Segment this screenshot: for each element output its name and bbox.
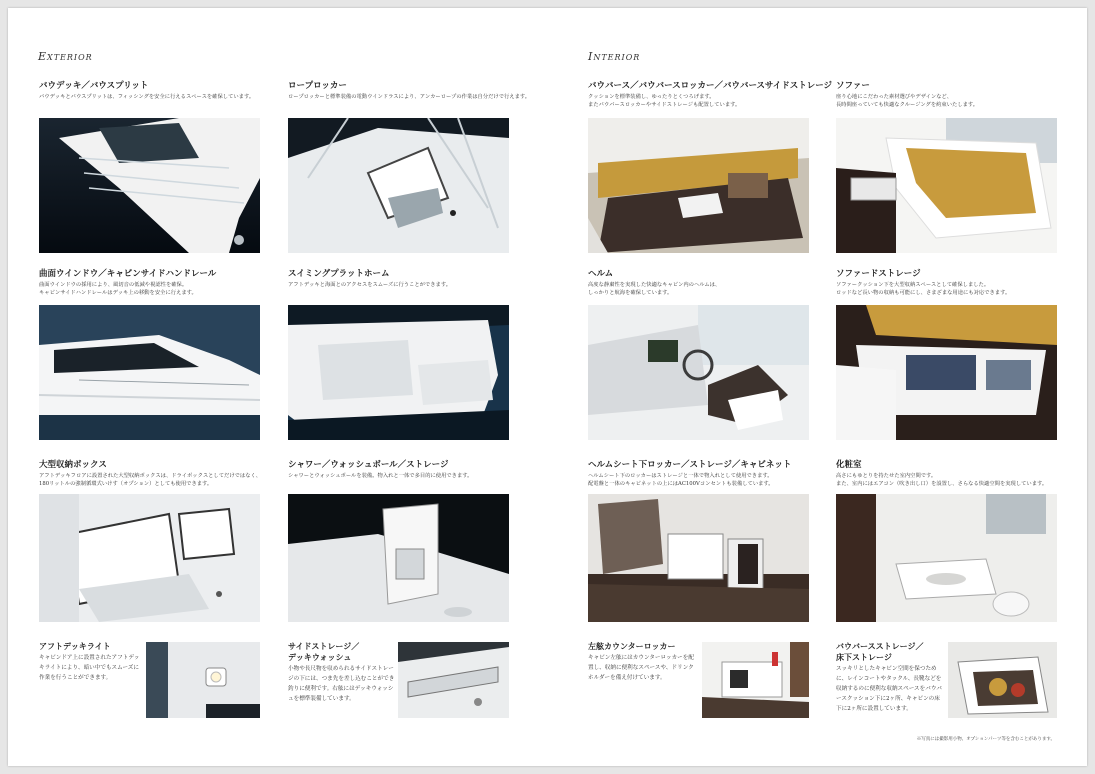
photo-underfloor-storage — [948, 642, 1057, 718]
feature-description: 高度な静粛性を実現した快適なキャビン内のヘルムは、 しっかりと航海を確保しています。 — [588, 282, 721, 296]
footnote: ※写真には撮影用小物、オプションパーツ等を含むことがあります。 — [916, 737, 1055, 742]
photo-large-storage-box — [39, 494, 260, 622]
brochure-spread — [8, 8, 1087, 766]
feature-sofa — [836, 81, 978, 109]
feature-title: シャワー／ウォッシュボール／ストレージ — [288, 460, 449, 470]
photo-bow-berth — [588, 118, 809, 253]
feature-curved-window — [39, 269, 216, 297]
photo-sofa-storage — [836, 305, 1057, 440]
feature-title: アフトデッキライト — [39, 641, 111, 651]
interior-heading: Interior — [588, 50, 641, 63]
feature-description: スッキリとしたキャビン空間を保つために、レインコートやタックル、長靴などを収納するのに便利な収納スペースをバウバースクッション下に2ヶ所、キャビンの床下に2ヶ所に設置しています。 — [836, 666, 943, 712]
photo-washroom — [836, 494, 1057, 622]
feature-title: 左舷カウンターロッカー — [588, 641, 676, 651]
feature-description: バウデッキとバウスプリットは、フィッシングを安全に行えるスペースを確保しています。 — [39, 94, 255, 100]
photo-aft-deck-light — [146, 642, 260, 718]
photo-counter-locker — [702, 642, 809, 718]
feature-description: ソファークッション下を大型収納スペースとして確保しました。 ロッドなど長い物の収納も可能にし、さまざまな用途にも対応できます。 — [836, 282, 1011, 296]
feature-large-storage-box — [39, 460, 261, 488]
feature-description: キャビンドア上に設置されたアフトデッキライトにより、暗い中でもスムーズに作業を行うことができます。 — [39, 655, 140, 681]
exterior-heading: Exterior — [38, 50, 93, 63]
feature-title: ヘルムシート下ロッカー／ストレージ／キャビネット — [588, 460, 792, 470]
photo-rope-locker — [288, 118, 509, 253]
feature-rope-locker — [288, 81, 530, 101]
feature-description: シャワーとウォッシュボールを装備。物入れと一体で多目的に使用できます。 — [288, 473, 473, 479]
feature-underfloor-storage — [836, 641, 944, 714]
feature-title: バウバース／バウバースロッカー／バウバースサイドストレージ — [588, 81, 833, 91]
feature-description: ロープロッカーと標準装備の電動ウインドラスにより、アンカーロープの作業は自分だけで行えます。 — [288, 94, 531, 100]
feature-description: 小物や長尺物を収められるサイドストレージの下には、つま先を差し込むことができ釣りに便利です。右舷にはデッキウォッシュを標準装備しています。 — [288, 666, 395, 702]
feature-swim-platform — [288, 269, 451, 289]
feature-title: 曲面ウインドウ／キャビンサイドハンドレール — [39, 269, 217, 279]
feature-counter-locker — [588, 641, 696, 683]
feature-title: バウデッキ／バウスプリット — [39, 81, 149, 91]
feature-sofa-storage — [836, 269, 1010, 297]
photo-shower — [288, 494, 509, 622]
feature-description: ヘルムシート下のロッカーはストレージと一体で物入れとして使用できます。 配電盤と一体のキャビネットの上にはAC100Vコンセントも装備しています。 — [588, 473, 774, 487]
feature-description: 曲面ウインドウの採用により、風切音の低減や視認性を確保。 キャビンサイドハンドレールはデッキ上の移動を安全に行えます。 — [39, 282, 197, 296]
feature-helm — [588, 269, 720, 297]
feature-description: クッションを標準装備し、ゆったりとくつろげます。 またバウバースロッカーやサイドストレージも配置しています。 — [588, 94, 741, 108]
photo-helm — [588, 305, 809, 440]
feature-washroom — [836, 460, 1047, 488]
feature-title: ヘルム — [588, 269, 614, 279]
feature-description: アフトデッキフロアに設置された大型収納ボックスは、ドライボックスとしてだけではなく、 180リットルの強制循環式いけす（オプション）としても使用できます。 — [39, 473, 261, 487]
photo-bow-deck — [39, 118, 260, 253]
photo-sofa — [836, 118, 1057, 253]
feature-description: 座り心地にこだわった素材選びやデザインなど、 長時間座っていても快適なクルージングを約束いたします。 — [836, 94, 979, 108]
feature-description: 高さにもゆとりを持たせた室内空間です。 また、室内にはエアコン（吹き出し口）を設置し、さらなる快適空間を実現しています。 — [836, 473, 1048, 487]
feature-title: ソファードストレージ — [836, 269, 921, 279]
feature-helm-seat-locker — [588, 460, 791, 488]
feature-aft-deck-light — [39, 641, 144, 683]
photo-side-storage — [398, 642, 509, 718]
feature-bow-berth — [588, 81, 832, 109]
feature-description: アフトデッキと海面とのアクセスをスムーズに行うことができます。 — [288, 282, 451, 288]
feature-side-storage — [288, 641, 396, 704]
feature-title: ロープロッカー — [288, 81, 347, 91]
feature-title: 大型収納ボックス — [39, 460, 107, 470]
feature-title: スイミングプラットホーム — [288, 269, 390, 279]
feature-description: キャビン左舷にはカウンターロッカーを配置し、収納に便利なスペースや、ドリンクホルダーを備え付けています。 — [588, 655, 694, 681]
feature-title: サイドストレージ／ デッキウォッシュ — [288, 641, 360, 662]
feature-bow-deck — [39, 81, 254, 101]
feature-shower — [288, 460, 472, 480]
feature-title: ソファー — [836, 81, 870, 91]
photo-curved-window — [39, 305, 260, 440]
photo-swim-platform — [288, 305, 509, 440]
feature-title: 化粧室 — [836, 460, 862, 470]
photo-helm-seat-locker — [588, 494, 809, 622]
feature-title: バウバースストレージ／ 床下ストレージ — [836, 641, 924, 662]
